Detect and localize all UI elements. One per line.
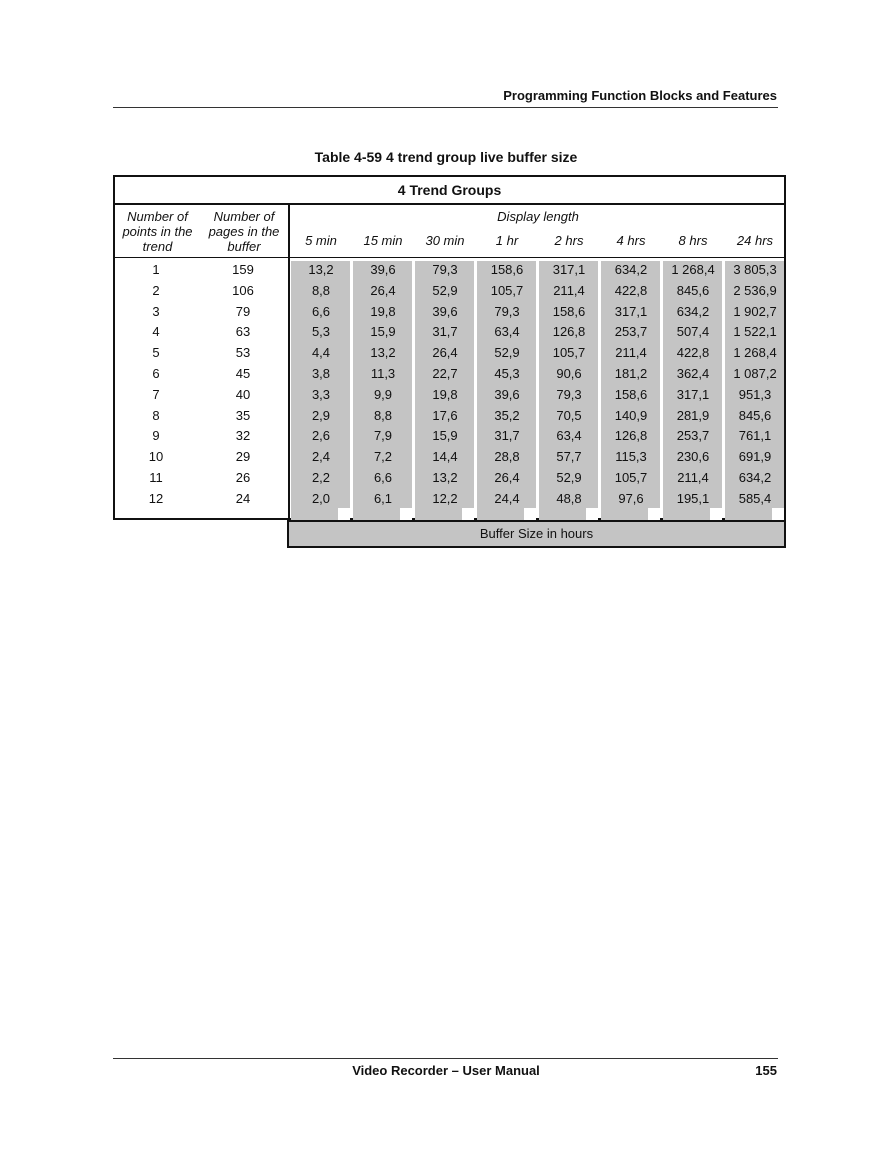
cell-buffer-hours: 48,8 xyxy=(556,490,582,506)
cell-points: 8 xyxy=(152,407,160,423)
buffer-size-label: Buffer Size in hours xyxy=(287,520,786,548)
cell-buffer-hours: 19,8 xyxy=(370,303,396,319)
cell-buffer-hours: 105,7 xyxy=(614,470,648,485)
cell-buffer-hours: 12,2 xyxy=(432,490,458,506)
cell-buffer-hours: 7,9 xyxy=(373,428,393,444)
shade-notch xyxy=(710,508,722,520)
cell-buffer-hours: 14,4 xyxy=(432,449,458,465)
cell-points: 4 xyxy=(152,324,160,340)
duration-header: 4 hrs xyxy=(616,233,646,248)
cell-buffer-hours: 2,2 xyxy=(311,470,331,485)
cell-buffer-hours: 105,7 xyxy=(490,282,524,298)
cell-buffer-hours: 230,6 xyxy=(676,449,710,465)
shade-notch xyxy=(338,508,350,520)
cell-buffer-hours: 181,2 xyxy=(614,366,648,381)
cell-pages: 63 xyxy=(235,324,251,340)
cell-buffer-hours: 211,4 xyxy=(553,282,585,298)
cell-buffer-hours: 79,3 xyxy=(556,386,582,402)
cell-buffer-hours: 115,3 xyxy=(615,449,647,465)
col-header-pages-line: pages in the xyxy=(208,224,280,239)
duration-header: 1 hr xyxy=(495,233,519,248)
cell-buffer-hours: 211,4 xyxy=(615,345,647,361)
cell-buffer-hours: 57,7 xyxy=(556,449,582,465)
cell-buffer-hours: 31,7 xyxy=(432,324,458,340)
cell-buffer-hours: 253,7 xyxy=(614,324,648,340)
cell-buffer-hours: 2 536,9 xyxy=(733,282,777,298)
cell-buffer-hours: 158,6 xyxy=(490,262,524,277)
cell-buffer-hours: 195,1 xyxy=(676,490,710,506)
col-header-pages-line: buffer xyxy=(227,239,261,254)
cell-buffer-hours: 2,6 xyxy=(311,428,331,444)
duration-header: 8 hrs xyxy=(678,233,708,248)
cell-buffer-hours: 63,4 xyxy=(494,324,520,340)
cell-buffer-hours: 17,6 xyxy=(432,407,458,423)
cell-buffer-hours: 26,4 xyxy=(432,345,458,361)
cell-buffer-hours: 253,7 xyxy=(676,428,710,444)
cell-buffer-hours: 52,9 xyxy=(556,470,582,485)
cell-buffer-hours: 4,4 xyxy=(311,345,331,361)
cell-buffer-hours: 2,4 xyxy=(311,449,331,465)
cell-buffer-hours: 3 805,3 xyxy=(733,262,777,277)
cell-pages: 40 xyxy=(235,386,251,402)
cell-pages: 79 xyxy=(235,303,251,319)
cell-buffer-hours: 422,8 xyxy=(614,282,648,298)
cell-buffer-hours: 2,9 xyxy=(311,407,331,423)
cell-buffer-hours: 6,1 xyxy=(373,490,393,506)
cell-buffer-hours: 6,6 xyxy=(311,303,331,319)
cell-buffer-hours: 26,4 xyxy=(370,282,396,298)
cell-buffer-hours: 317,1 xyxy=(676,386,710,402)
cell-points: 5 xyxy=(152,345,160,361)
cell-points: 3 xyxy=(152,303,160,319)
cell-points: 11 xyxy=(149,470,163,485)
cell-buffer-hours: 24,4 xyxy=(494,490,520,506)
cell-buffer-hours: 13,2 xyxy=(308,262,334,277)
cell-buffer-hours: 158,6 xyxy=(614,386,648,402)
display-length-header: Display length xyxy=(497,209,579,224)
duration-header: 5 min xyxy=(305,233,337,248)
cell-pages: 45 xyxy=(235,366,251,381)
cell-buffer-hours: 11,3 xyxy=(370,366,396,381)
cell-pages: 53 xyxy=(235,345,251,361)
cell-buffer-hours: 31,7 xyxy=(494,428,520,444)
cell-buffer-hours: 691,9 xyxy=(738,449,772,465)
cell-buffer-hours: 45,3 xyxy=(494,366,520,381)
cell-buffer-hours: 3,8 xyxy=(311,366,331,381)
running-header: Programming Function Blocks and Features xyxy=(503,88,777,103)
shade-notch xyxy=(400,508,412,520)
duration-header: 24 hrs xyxy=(736,233,774,248)
header-rule xyxy=(113,107,778,108)
cell-points: 9 xyxy=(152,428,160,444)
cell-buffer-hours: 2,0 xyxy=(311,490,331,506)
cell-buffer-hours: 634,2 xyxy=(676,303,710,319)
shade-notch xyxy=(772,508,784,520)
col-header-points xyxy=(115,209,200,254)
col-header-points-line: points in the xyxy=(122,224,193,239)
cell-points: 7 xyxy=(152,386,160,402)
cell-buffer-hours: 26,4 xyxy=(494,470,520,485)
cell-buffer-hours: 1 902,7 xyxy=(733,303,777,319)
cell-buffer-hours: 22,7 xyxy=(432,366,458,381)
shade-notch xyxy=(524,508,536,520)
cell-pages: 32 xyxy=(235,428,251,444)
table-group-title: 4 Trend Groups xyxy=(115,177,784,205)
cell-buffer-hours: 1 522,1 xyxy=(733,324,777,340)
cell-buffer-hours: 585,4 xyxy=(738,490,772,506)
buffer-size-table xyxy=(113,175,786,520)
cell-buffer-hours: 281,9 xyxy=(676,407,710,423)
cell-buffer-hours: 362,4 xyxy=(676,366,710,381)
cell-buffer-hours: 39,6 xyxy=(370,262,396,277)
cell-buffer-hours: 52,9 xyxy=(494,345,520,361)
header-divider xyxy=(115,257,784,258)
cell-buffer-hours: 845,6 xyxy=(738,407,772,423)
cell-buffer-hours: 90,6 xyxy=(556,366,582,381)
cell-buffer-hours: 634,2 xyxy=(738,470,772,485)
table-caption: Table 4-59 4 trend group live buffer size xyxy=(314,149,578,165)
cell-buffer-hours: 507,4 xyxy=(676,324,710,340)
cell-buffer-hours: 761,1 xyxy=(738,428,772,444)
cell-buffer-hours: 317,1 xyxy=(552,262,586,277)
shade-notch xyxy=(586,508,598,520)
cell-buffer-hours: 39,6 xyxy=(494,386,520,402)
cell-points: 2 xyxy=(152,282,160,298)
cell-buffer-hours: 79,3 xyxy=(494,303,520,319)
cell-points: 10 xyxy=(148,449,164,465)
col-header-pages-line: Number of xyxy=(213,209,275,224)
cell-buffer-hours: 13,2 xyxy=(432,470,458,485)
footer-title: Video Recorder – User Manual xyxy=(352,1063,540,1078)
cell-buffer-hours: 39,6 xyxy=(432,303,458,319)
cell-buffer-hours: 422,8 xyxy=(676,345,710,361)
cell-pages: 106 xyxy=(232,282,254,298)
cell-buffer-hours: 140,9 xyxy=(614,407,648,423)
cell-pages: 26 xyxy=(235,470,251,485)
cell-buffer-hours: 13,2 xyxy=(370,345,396,361)
cell-pages: 159 xyxy=(232,262,254,277)
cell-buffer-hours: 3,3 xyxy=(311,386,331,402)
cell-buffer-hours: 70,5 xyxy=(556,407,582,423)
footer-rule xyxy=(113,1058,778,1059)
cell-buffer-hours: 211,4 xyxy=(677,470,709,485)
col-header-points-line: Number of xyxy=(127,209,188,224)
cell-buffer-hours: 6,6 xyxy=(373,470,393,485)
cell-pages: 35 xyxy=(235,407,251,423)
cell-buffer-hours: 97,6 xyxy=(618,490,644,506)
cell-buffer-hours: 105,7 xyxy=(552,345,586,361)
cell-buffer-hours: 634,2 xyxy=(614,262,648,277)
cell-points: 6 xyxy=(152,366,160,381)
cell-buffer-hours: 158,6 xyxy=(552,303,586,319)
page-number: 155 xyxy=(755,1063,777,1078)
cell-buffer-hours: 317,1 xyxy=(614,303,648,319)
col-header-pages xyxy=(199,209,289,254)
cell-buffer-hours: 19,8 xyxy=(432,386,458,402)
cell-buffer-hours: 845,6 xyxy=(676,282,710,298)
cell-buffer-hours: 951,3 xyxy=(738,386,772,402)
cell-points: 12 xyxy=(148,490,164,506)
col-header-points-line: trend xyxy=(142,239,173,254)
duration-header: 15 min xyxy=(363,233,403,248)
cell-buffer-hours: 15,9 xyxy=(432,428,458,444)
cell-buffer-hours: 8,8 xyxy=(311,282,331,298)
cell-pages: 24 xyxy=(235,490,251,506)
cell-buffer-hours: 7,2 xyxy=(373,449,393,465)
cell-buffer-hours: 52,9 xyxy=(432,282,458,298)
cell-buffer-hours: 35,2 xyxy=(494,407,520,423)
cell-buffer-hours: 126,8 xyxy=(552,324,586,340)
cell-buffer-hours: 5,3 xyxy=(311,324,331,340)
cell-buffer-hours: 1 268,4 xyxy=(671,262,715,277)
duration-header: 2 hrs xyxy=(554,233,584,248)
shade-notch xyxy=(648,508,660,520)
duration-header: 30 min xyxy=(425,233,465,248)
cell-buffer-hours: 15,9 xyxy=(370,324,396,340)
cell-buffer-hours: 126,8 xyxy=(614,428,648,444)
cell-buffer-hours: 9,9 xyxy=(373,386,393,402)
cell-buffer-hours: 79,3 xyxy=(432,262,458,277)
cell-buffer-hours: 63,4 xyxy=(556,428,582,444)
shade-notch xyxy=(462,508,474,520)
cell-buffer-hours: 1 087,2 xyxy=(733,366,777,381)
cell-buffer-hours: 8,8 xyxy=(373,407,393,423)
cell-pages: 29 xyxy=(235,449,251,465)
cell-points: 1 xyxy=(152,262,160,277)
cell-buffer-hours: 1 268,4 xyxy=(733,345,777,361)
cell-buffer-hours: 28,8 xyxy=(494,449,520,465)
